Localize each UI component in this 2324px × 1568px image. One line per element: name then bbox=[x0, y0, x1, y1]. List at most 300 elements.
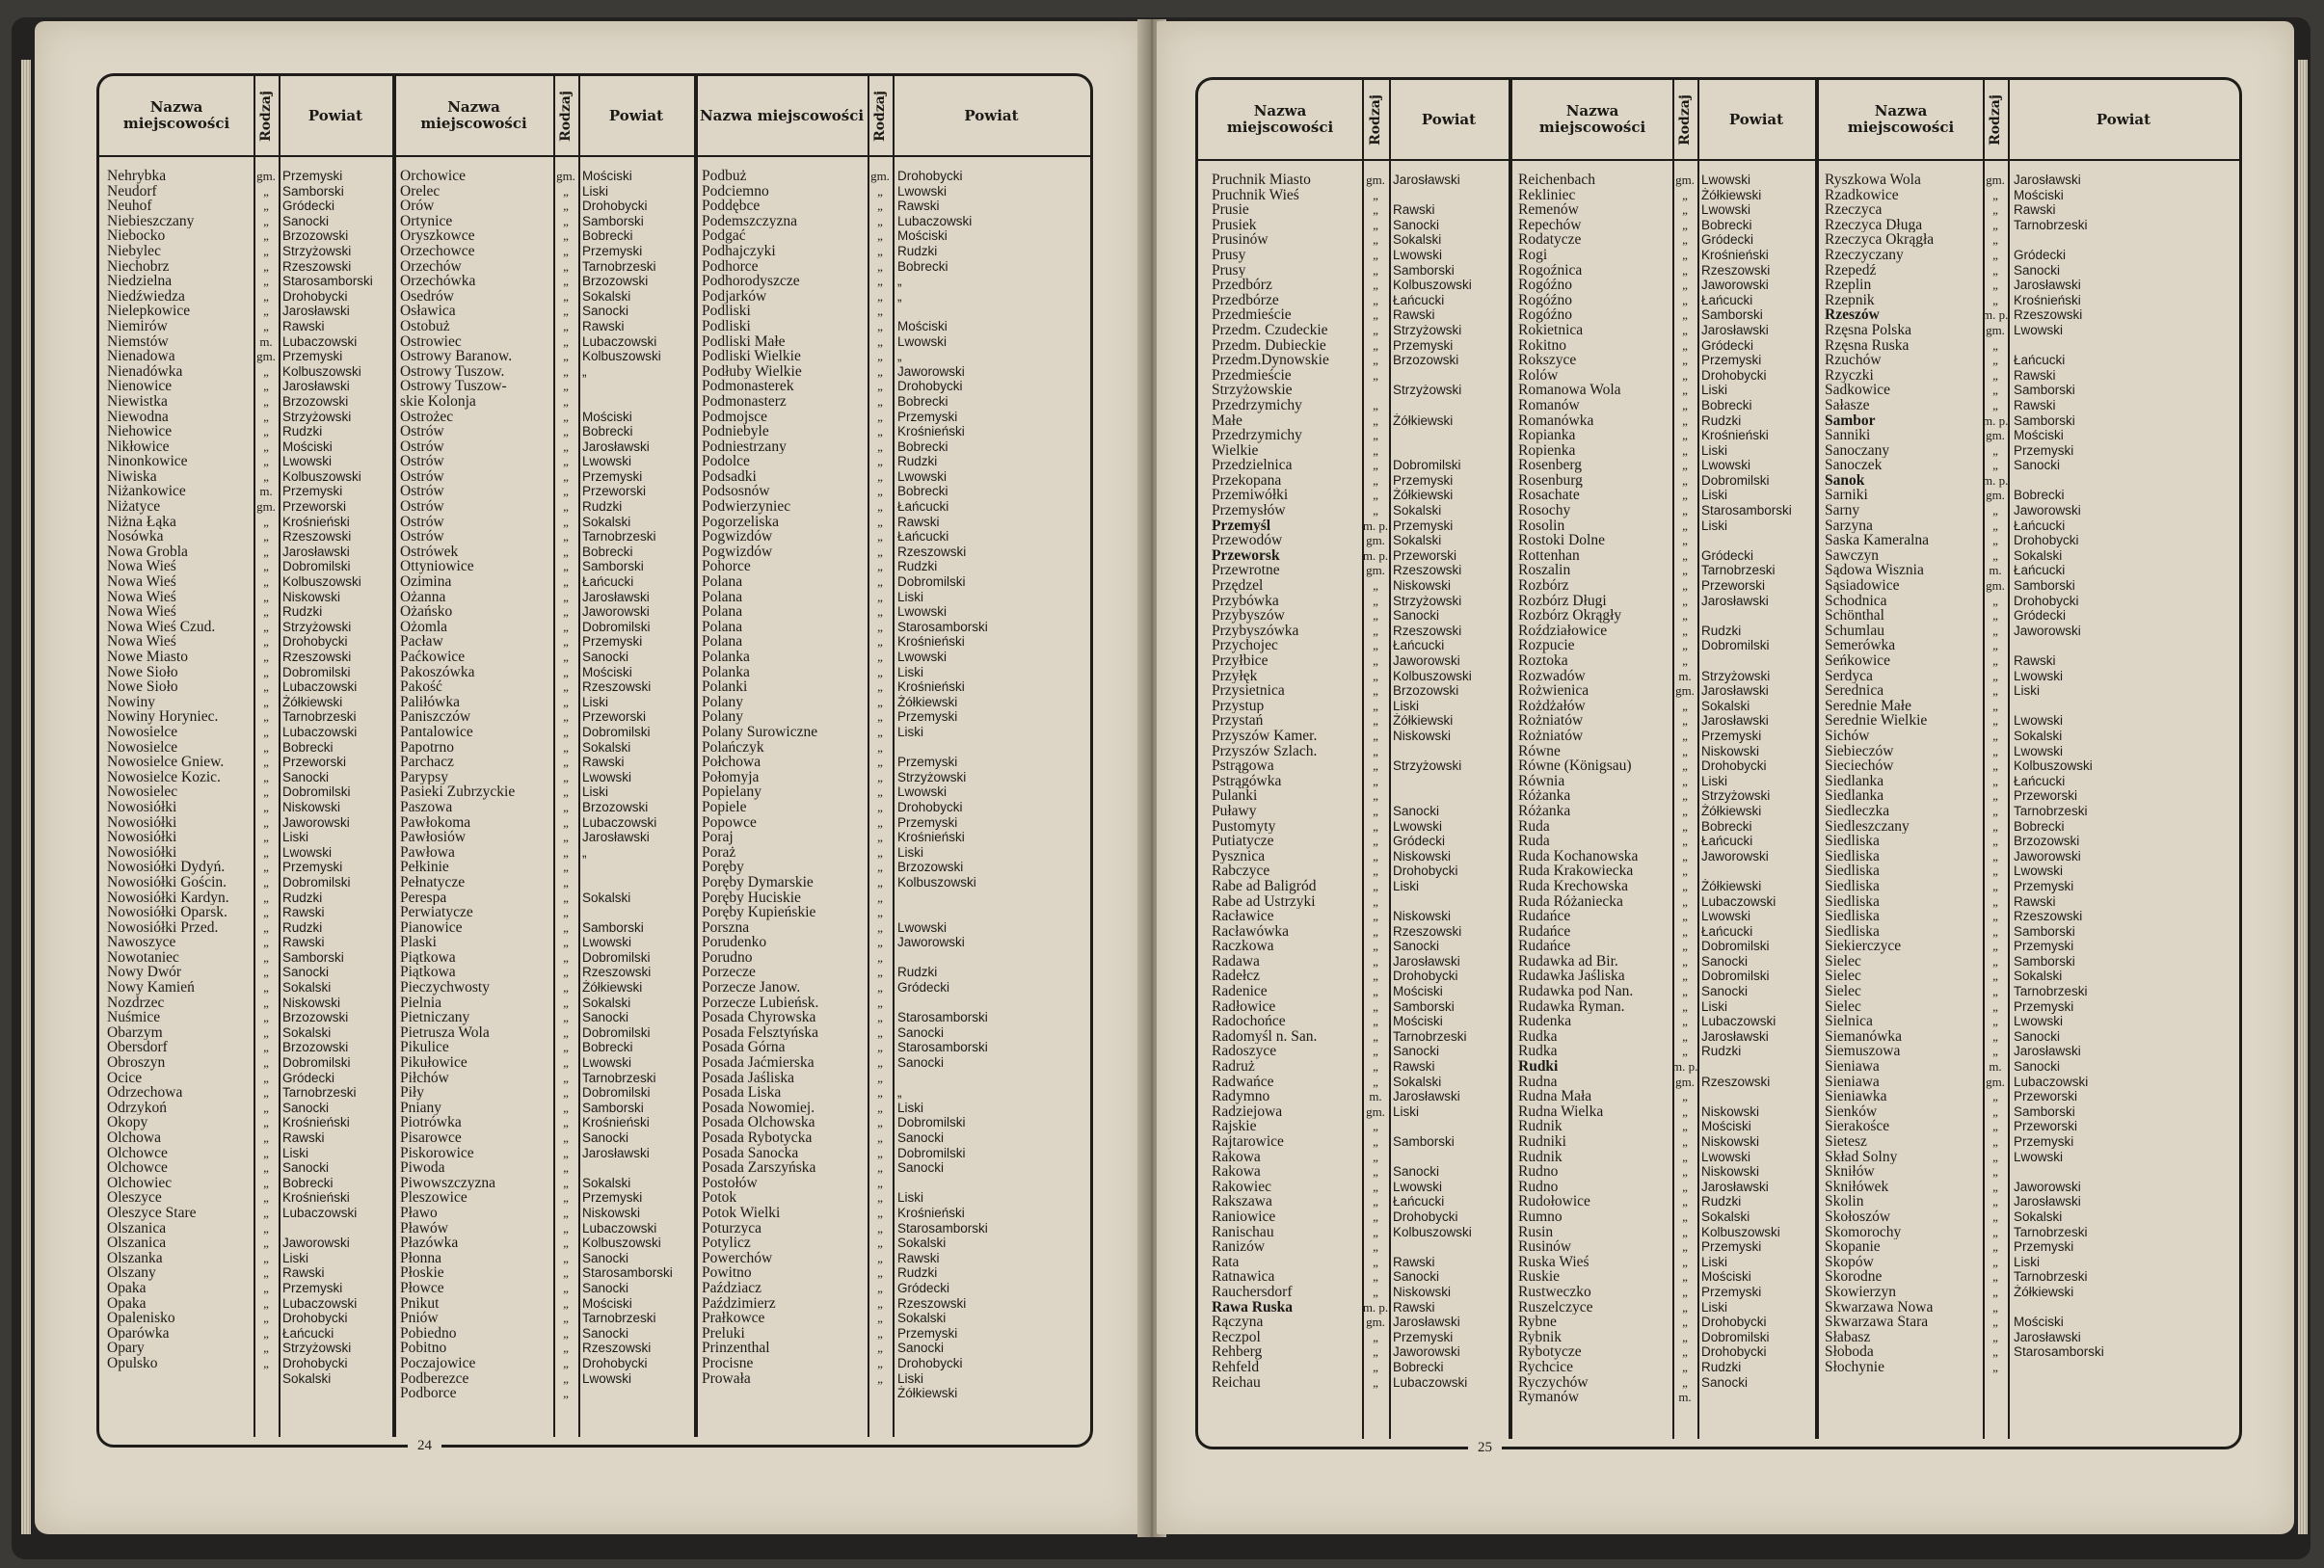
place-type: „ bbox=[877, 919, 883, 935]
place-name: Pikulice bbox=[400, 1040, 449, 1056]
place-type: „ bbox=[1373, 307, 1378, 323]
place-type: „ bbox=[263, 1311, 269, 1326]
place-name: Poraż bbox=[702, 844, 736, 861]
place-name: Siedliska bbox=[1825, 864, 1880, 879]
place-name: Niebieszczany bbox=[107, 213, 195, 229]
place-type: „ bbox=[1992, 1028, 1998, 1044]
place-name: Nowa Wieś bbox=[107, 589, 176, 605]
place-county: Brzozowski bbox=[282, 1010, 349, 1025]
place-type: „ bbox=[1992, 668, 1998, 683]
place-county: Przemyski bbox=[897, 1325, 958, 1341]
place-county: Łańcucki bbox=[897, 529, 949, 545]
page-edge-right bbox=[2298, 60, 2308, 1534]
place-name: Radłowice bbox=[1212, 998, 1276, 1015]
place-county: Lwowski bbox=[2014, 1014, 2064, 1029]
counties-column bbox=[897, 169, 1081, 1401]
place-type: „ bbox=[1992, 247, 1998, 262]
place-name: Sanoczany bbox=[1825, 442, 1890, 459]
place-name: Saska Kameralna bbox=[1825, 533, 1930, 548]
place-name: Roztoka bbox=[1518, 653, 1568, 669]
place-type: „ bbox=[1373, 878, 1378, 893]
place-name: Pogorzeliska bbox=[702, 514, 780, 530]
place-county: Przemyski bbox=[582, 634, 643, 650]
place-name: Papotrno bbox=[400, 739, 454, 756]
place-type: „ bbox=[263, 739, 269, 755]
place-county: Rudzki bbox=[897, 454, 938, 469]
place-county: Przemyski bbox=[897, 755, 958, 770]
place-county: Rzeszowski bbox=[1393, 563, 1462, 578]
place-type: „ bbox=[1992, 533, 1998, 548]
place-type: „ bbox=[877, 965, 883, 980]
place-type: „ bbox=[563, 243, 569, 258]
place-name: Skniłówek bbox=[1825, 1179, 1889, 1195]
place-name: Polanki bbox=[702, 679, 748, 695]
place-type: „ bbox=[263, 544, 269, 559]
place-type: „ bbox=[1373, 367, 1378, 383]
place-name: Siemanówka bbox=[1825, 1028, 1903, 1045]
place-name: Ruda bbox=[1518, 818, 1550, 835]
place-name: Sichów bbox=[1825, 728, 1870, 744]
place-name: Nowe Miasto bbox=[107, 650, 188, 665]
place-name: Niżna Łąka bbox=[107, 514, 176, 530]
place-name: Rączyna bbox=[1212, 1315, 1264, 1330]
place-name: Polana bbox=[702, 574, 743, 590]
place-county: Rzeszowski bbox=[1701, 262, 1771, 278]
place-county: Liski bbox=[1701, 518, 1728, 533]
place-type: „ bbox=[1682, 984, 1688, 999]
names-column bbox=[702, 169, 866, 1386]
place-type: „ bbox=[1373, 503, 1378, 518]
place-type: m. bbox=[1678, 1390, 1692, 1405]
place-type: „ bbox=[263, 574, 269, 590]
place-name: Podsadki bbox=[702, 468, 757, 485]
place-name: Rajskie bbox=[1212, 1119, 1257, 1134]
place-type: gm. bbox=[1675, 173, 1695, 187]
place-type: „ bbox=[1373, 998, 1378, 1014]
place-type: „ bbox=[1992, 953, 1998, 969]
place-name: Podwierzyniec bbox=[702, 499, 791, 515]
place-county: Sokalski bbox=[2014, 728, 2063, 743]
place-county bbox=[897, 905, 1081, 920]
place-type: „ bbox=[1373, 1179, 1378, 1194]
place-county: Drohobycki bbox=[282, 634, 348, 650]
place-county: Liski bbox=[2014, 1254, 2041, 1269]
place-type: „ bbox=[1373, 728, 1378, 743]
place-name: Pasieki Zubrzyckie bbox=[400, 784, 516, 800]
place-type: „ bbox=[563, 393, 569, 409]
place-type: „ bbox=[1682, 322, 1688, 337]
place-name: Rudniki bbox=[1518, 1134, 1566, 1150]
place-name: Siemuszowa bbox=[1825, 1044, 1901, 1060]
place-name: Rudnik bbox=[1518, 1119, 1563, 1134]
place-name: Pohorce bbox=[702, 559, 751, 575]
place-type: „ bbox=[1373, 578, 1378, 594]
place-name: Podjarków bbox=[702, 288, 767, 305]
place-type: „ bbox=[877, 1010, 883, 1025]
left-table bbox=[96, 73, 1093, 1453]
place-county: Krośnieński bbox=[897, 830, 965, 845]
place-type: „ bbox=[563, 574, 569, 590]
place-type: „ bbox=[263, 650, 269, 664]
place-county: Lwowski bbox=[2014, 1149, 2064, 1164]
place-name: Oleszyce Stare bbox=[107, 1205, 197, 1221]
place-county: Jarosławski bbox=[2014, 1194, 2081, 1209]
place-county: Lwowski bbox=[1701, 202, 1751, 218]
place-county: „ bbox=[897, 274, 902, 289]
place-type: „ bbox=[263, 1145, 269, 1160]
place-name: Podolce bbox=[702, 454, 750, 469]
place-name: Skwarzawa Nowa bbox=[1825, 1299, 1934, 1316]
counties-column bbox=[582, 169, 692, 1401]
place-name: Orzechów bbox=[400, 258, 462, 275]
place-county bbox=[282, 1221, 390, 1236]
header-name: Nazwa miejscowości bbox=[699, 106, 865, 124]
place-county: Lubaczowski bbox=[582, 814, 657, 830]
place-type: „ bbox=[263, 949, 269, 965]
place-name: Sarniki bbox=[1825, 488, 1868, 504]
place-type: „ bbox=[1992, 1194, 1998, 1209]
place-name: Poczajowice bbox=[400, 1355, 476, 1371]
place-type: „ bbox=[1992, 367, 1998, 383]
place-type: „ bbox=[563, 499, 569, 515]
place-name: Rzepnik bbox=[1825, 292, 1875, 308]
place-type: „ bbox=[1992, 458, 1998, 473]
place-type: „ bbox=[1682, 488, 1688, 503]
place-county: Sanocki bbox=[897, 1024, 945, 1040]
place-name: Posada Sanocka bbox=[702, 1145, 799, 1161]
place-type: „ bbox=[563, 544, 569, 559]
place-name: Nienadowa bbox=[107, 349, 175, 364]
place-type: gm. bbox=[1366, 173, 1385, 187]
place-county: Żółkiewski bbox=[1701, 187, 1762, 202]
place-name: Rozbórz bbox=[1518, 578, 1569, 594]
place-name: Orchowice bbox=[400, 169, 466, 184]
place-type: „ bbox=[263, 830, 269, 845]
place-county: Krośnieński bbox=[897, 634, 965, 650]
place-type: „ bbox=[1682, 518, 1688, 533]
place-name: Polana bbox=[702, 604, 743, 620]
place-name: Rzeszów bbox=[1825, 307, 1880, 323]
place-county: Liski bbox=[282, 1250, 309, 1265]
place-county: Jaworowski bbox=[2014, 623, 2081, 638]
place-county: Dobromilski bbox=[1701, 1329, 1770, 1344]
place-name: Przyszów Kamer. bbox=[1212, 728, 1318, 744]
place-name: Podsosnów bbox=[702, 484, 770, 500]
place-type: „ bbox=[1682, 202, 1688, 218]
place-type: „ bbox=[263, 424, 269, 439]
place-type: „ bbox=[263, 1115, 269, 1130]
place-name: Perespa bbox=[400, 890, 447, 906]
place-name: Ostobuż bbox=[400, 318, 450, 334]
place-county bbox=[2014, 1300, 2231, 1316]
place-name: Siekierczyce bbox=[1825, 939, 1902, 954]
header-name: Nazwa miejscowości bbox=[420, 98, 527, 132]
place-type: „ bbox=[1373, 984, 1378, 999]
place-name: Rakowa bbox=[1212, 1164, 1261, 1180]
place-county: Łańcucki bbox=[897, 499, 949, 515]
place-name: Nowosiółki bbox=[107, 799, 177, 815]
place-name: Pikułowice bbox=[400, 1055, 467, 1071]
place-type: „ bbox=[1373, 788, 1378, 804]
place-county: Mościski bbox=[282, 439, 333, 454]
place-county: Brzozowski bbox=[582, 799, 649, 814]
place-name: Pielnia bbox=[400, 995, 442, 1011]
place-county: Dobromilski bbox=[1701, 939, 1770, 954]
place-type: „ bbox=[1682, 1284, 1688, 1299]
page-number: 24 bbox=[408, 1438, 441, 1454]
place-county: Niskowski bbox=[1701, 1103, 1760, 1119]
place-county: Krośnieński bbox=[582, 1115, 650, 1130]
place-county: Sanocki bbox=[2014, 1028, 2061, 1044]
place-type: gm. bbox=[1986, 578, 2005, 594]
place-name: Rybotycze bbox=[1518, 1344, 1582, 1360]
place-name: Posada Felsztyńska bbox=[702, 1024, 818, 1041]
place-type: „ bbox=[877, 1295, 883, 1311]
place-type: „ bbox=[263, 1070, 269, 1085]
place-county: Drohobycki bbox=[282, 1355, 348, 1370]
place-county: Przeworski bbox=[1393, 547, 1457, 563]
names-column bbox=[400, 169, 552, 1401]
place-name: Polany bbox=[702, 709, 744, 725]
place-name: Ruda bbox=[1518, 834, 1550, 849]
place-county: Lwowski bbox=[1701, 909, 1751, 924]
place-name: Porudno bbox=[702, 949, 753, 966]
place-type: „ bbox=[877, 634, 883, 650]
place-type: „ bbox=[1682, 383, 1688, 398]
place-name: Odrzechowa bbox=[107, 1085, 183, 1101]
place-county: Liski bbox=[1701, 1299, 1728, 1315]
place-county: Samborski bbox=[2014, 1103, 2075, 1119]
place-type: „ bbox=[1992, 1179, 1998, 1194]
place-county: Starosamborski bbox=[582, 1265, 673, 1281]
place-county bbox=[1393, 788, 1507, 804]
place-type: „ bbox=[263, 604, 269, 620]
place-name: Pietniczany bbox=[400, 1010, 470, 1025]
place-name: Polana bbox=[702, 589, 743, 605]
names-column bbox=[1212, 173, 1362, 1390]
place-type: m. p. bbox=[1362, 518, 1389, 533]
place-name: Obroszyn bbox=[107, 1055, 166, 1071]
place-type: „ bbox=[1682, 578, 1688, 594]
types-column bbox=[1362, 173, 1389, 1390]
place-county: Tarnobrzeski bbox=[582, 1070, 656, 1085]
place-name: Rożdżałów bbox=[1518, 698, 1586, 714]
place-county: Bobrecki bbox=[1701, 818, 1752, 834]
place-county bbox=[1701, 1059, 1813, 1075]
place-county bbox=[582, 1160, 692, 1176]
place-type: „ bbox=[263, 468, 269, 484]
place-name: Różanka bbox=[1518, 788, 1571, 804]
place-county: Bobrecki bbox=[582, 544, 633, 559]
place-type: „ bbox=[877, 814, 883, 830]
place-type: „ bbox=[1992, 969, 1998, 984]
place-type: „ bbox=[563, 1295, 569, 1311]
place-name: Pleszowice bbox=[400, 1190, 467, 1206]
place-county: Sanocki bbox=[1393, 608, 1440, 624]
place-county: Przemyski bbox=[2014, 1134, 2074, 1149]
place-name: Przybyszów bbox=[1212, 608, 1285, 624]
place-type: „ bbox=[1992, 1329, 1998, 1344]
place-type: „ bbox=[1682, 1329, 1688, 1344]
place-type: „ bbox=[877, 363, 883, 379]
place-name: Siedliska bbox=[1825, 834, 1880, 849]
place-type: „ bbox=[563, 288, 569, 304]
place-county: Liski bbox=[1701, 773, 1728, 788]
place-type: gm. bbox=[1986, 428, 2005, 443]
place-type: „ bbox=[1373, 202, 1378, 218]
place-type: „ bbox=[563, 709, 569, 725]
place-name: Piłchów bbox=[400, 1070, 449, 1086]
place-county: Rzeszowski bbox=[1393, 923, 1462, 939]
place-type: „ bbox=[563, 1010, 569, 1025]
place-county: Brzozowski bbox=[2014, 834, 2080, 849]
place-name: Polanka bbox=[702, 664, 750, 680]
place-type: „ bbox=[877, 589, 883, 604]
place-type: „ bbox=[877, 664, 883, 679]
place-name: Neudorf bbox=[107, 183, 157, 199]
place-name: Różanka bbox=[1518, 803, 1571, 819]
place-county bbox=[1393, 398, 1507, 413]
place-name: Pławów bbox=[400, 1220, 448, 1236]
place-type: „ bbox=[1682, 353, 1688, 368]
place-county: Samborski bbox=[582, 1100, 644, 1115]
place-county: Sanocki bbox=[1701, 953, 1749, 969]
place-type: „ bbox=[877, 784, 883, 800]
place-type: „ bbox=[263, 1100, 269, 1115]
place-type: „ bbox=[1682, 1014, 1688, 1029]
place-name: Nowiny bbox=[107, 694, 155, 710]
place-county: Sokalski bbox=[1393, 232, 1442, 248]
place-type: „ bbox=[877, 1190, 883, 1206]
place-name: Przemiwółki bbox=[1212, 488, 1289, 504]
place-type: „ bbox=[263, 318, 269, 333]
place-type: „ bbox=[263, 1341, 269, 1356]
place-county: Krośnieński bbox=[897, 1205, 965, 1220]
place-name: Rosolin bbox=[1518, 518, 1565, 534]
place-type: „ bbox=[877, 1236, 883, 1251]
place-name: Ostrów bbox=[400, 484, 444, 500]
place-name: Podgać bbox=[702, 228, 746, 244]
place-type: „ bbox=[1992, 1134, 1998, 1149]
place-county: Sanocki bbox=[2014, 458, 2061, 473]
place-name: Rudawka Ryman. bbox=[1518, 998, 1625, 1015]
place-county: Rzeszowski bbox=[897, 1295, 967, 1311]
place-type: „ bbox=[1682, 217, 1688, 232]
place-name: Ostrów bbox=[400, 499, 444, 515]
place-type: „ bbox=[1682, 713, 1688, 729]
place-name: Poturzyca bbox=[702, 1220, 761, 1236]
place-name: Rogóźno bbox=[1518, 278, 1572, 293]
place-county: Sokalski bbox=[1393, 503, 1442, 518]
place-name: Prinzenthal bbox=[702, 1341, 770, 1356]
place-type: „ bbox=[1373, 758, 1378, 774]
types-column bbox=[1672, 173, 1697, 1405]
place-type: „ bbox=[563, 274, 569, 289]
place-type: „ bbox=[263, 439, 269, 454]
place-name: Opulsko bbox=[107, 1355, 158, 1371]
place-type: „ bbox=[1682, 533, 1688, 548]
place-county: Jaworowski bbox=[282, 814, 350, 830]
place-type: „ bbox=[877, 1100, 883, 1115]
place-type: m. p. bbox=[1983, 307, 2008, 323]
place-county: Żółkiewski bbox=[282, 694, 343, 709]
place-type: „ bbox=[563, 1070, 569, 1085]
place-name: Słoboda bbox=[1825, 1344, 1874, 1360]
place-county: Lubaczowski bbox=[1701, 1014, 1776, 1029]
place-county: Lwowski bbox=[282, 844, 333, 860]
place-name: Roszalin bbox=[1518, 563, 1571, 579]
counties-column bbox=[2014, 173, 2231, 1390]
place-name: Radymno bbox=[1212, 1089, 1270, 1104]
place-name: Rogi bbox=[1518, 247, 1548, 263]
place-county: Drohobycki bbox=[282, 1311, 348, 1326]
place-type: „ bbox=[263, 694, 269, 709]
place-county: Przemyski bbox=[1701, 1284, 1762, 1299]
place-type: „ bbox=[877, 379, 883, 394]
place-county: Rudzki bbox=[282, 604, 323, 620]
place-county: Żółkiewski bbox=[1393, 713, 1454, 729]
place-county: Przemyski bbox=[897, 409, 958, 424]
place-county: Dobromilski bbox=[1701, 472, 1770, 488]
place-type: „ bbox=[1373, 623, 1378, 638]
place-county: Rudzki bbox=[897, 1265, 938, 1281]
place-county: Rudzki bbox=[1701, 1194, 1742, 1209]
place-type: „ bbox=[877, 333, 883, 349]
place-type: gm. bbox=[1986, 1074, 2005, 1089]
place-name: Nowosielce bbox=[107, 739, 178, 756]
place-type: „ bbox=[1992, 834, 1998, 849]
place-type: gm. bbox=[1366, 563, 1385, 578]
place-type: „ bbox=[263, 769, 269, 784]
place-county: Liski bbox=[282, 830, 309, 845]
place-type: „ bbox=[563, 1280, 569, 1295]
place-county: Sanocki bbox=[2014, 1059, 2061, 1075]
place-type: „ bbox=[877, 1175, 883, 1190]
place-name: Ruda Kochanowska bbox=[1518, 848, 1639, 864]
place-type: gm. bbox=[556, 169, 575, 183]
column-rule bbox=[1815, 80, 1819, 1439]
place-county: Samborski bbox=[282, 183, 344, 199]
place-county: Niskowski bbox=[1393, 848, 1452, 864]
place-name: Nowa Grobla bbox=[107, 544, 188, 560]
place-type: „ bbox=[563, 1265, 569, 1281]
place-county: Przemyski bbox=[1701, 728, 1762, 743]
place-type: „ bbox=[563, 755, 569, 770]
place-county: Brzozowski bbox=[282, 228, 349, 244]
place-name: Prusy bbox=[1212, 262, 1246, 279]
place-county: Lwowski bbox=[1701, 458, 1751, 473]
place-county: Drohobycki bbox=[2014, 533, 2079, 548]
place-name: Rauchersdorf bbox=[1212, 1284, 1293, 1300]
place-name: Ropienka bbox=[1518, 442, 1576, 459]
place-name: Podliski Wielkie bbox=[702, 349, 801, 364]
place-type: „ bbox=[1373, 1209, 1378, 1224]
place-type: „ bbox=[263, 1236, 269, 1251]
place-name: Procisne bbox=[702, 1355, 754, 1371]
place-county: Brzozowski bbox=[582, 274, 649, 289]
place-county: Liski bbox=[582, 183, 609, 199]
place-county: Sokalski bbox=[1393, 533, 1442, 548]
place-county: Rawski bbox=[1393, 1299, 1435, 1315]
place-name: Pulanki bbox=[1212, 788, 1258, 804]
place-type: „ bbox=[563, 1085, 569, 1101]
place-name: Nowy Kamień bbox=[107, 980, 195, 996]
place-name: Semerówka bbox=[1825, 638, 1896, 653]
place-name: Rosachate bbox=[1518, 488, 1580, 504]
place-name: Skład Solny bbox=[1825, 1149, 1898, 1165]
place-type: „ bbox=[1373, 743, 1378, 758]
place-name: Nowa Wieś bbox=[107, 559, 176, 575]
